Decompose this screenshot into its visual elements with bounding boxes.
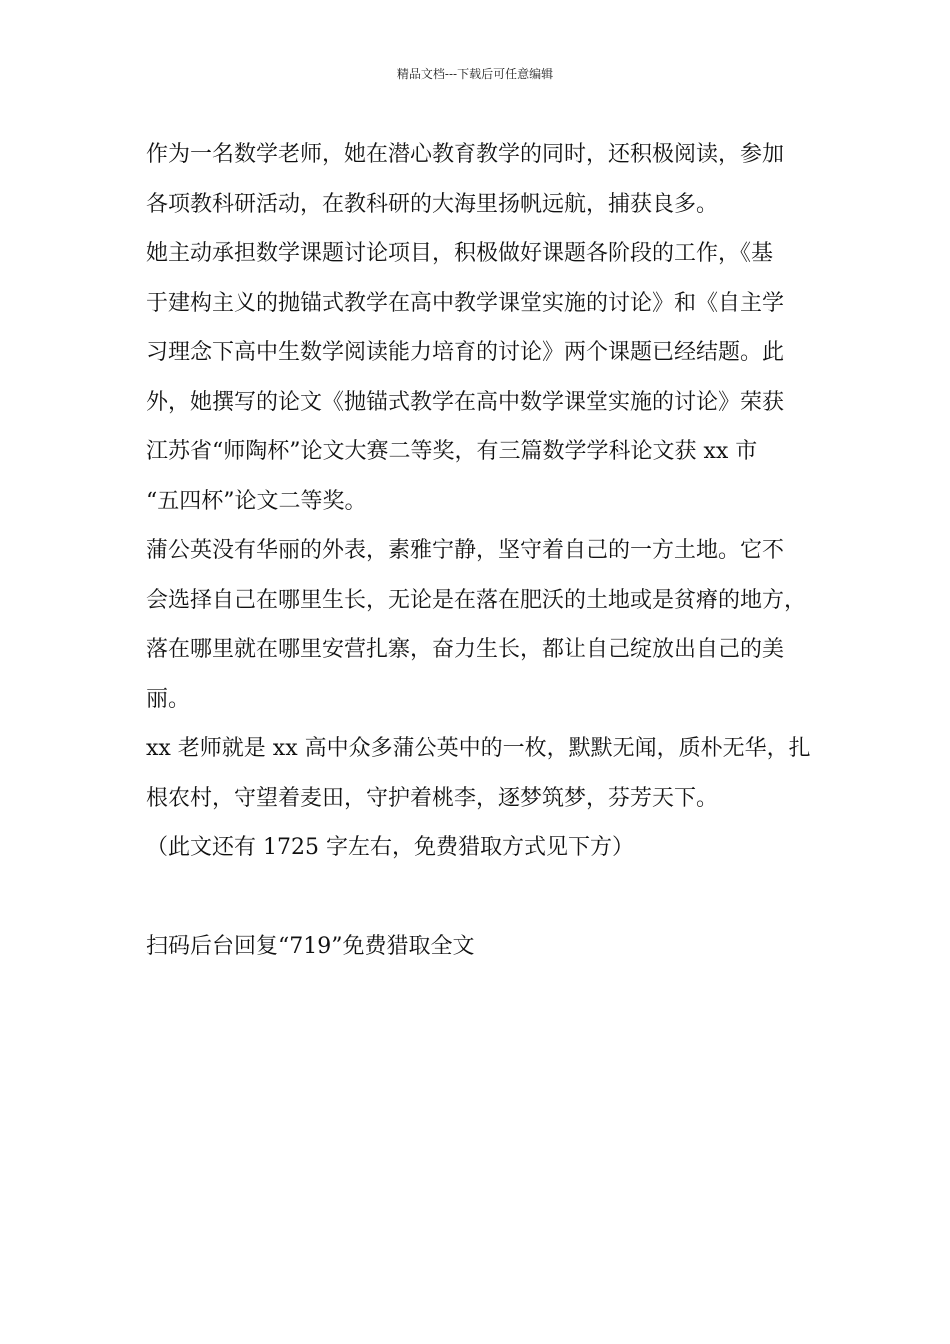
paragraph-line: xx 老师就是 xx 高中众多蒲公英中的一枚，默默无闻，质朴无华，扎 [146, 736, 811, 761]
paragraph-line: 根农村，守望着麦田，守护着桃李，逐梦筑梦，芬芳天下。 [146, 785, 719, 811]
paragraph-line: 作为一名数学老师，她在潜心教育教学的同时，还积极阅读，参加 [146, 142, 785, 167]
paragraph-line: 各项教科研活动，在教科研的大海里扬帆远航，捕获良多。 [146, 191, 719, 217]
spacer [146, 873, 810, 922]
paragraph-line: 落在哪里就在哪里安营扎寨，奋力生长，都让自己绽放出自己的美 [146, 637, 785, 662]
paragraph-line: 江苏省“师陶杯”论文大赛二等奖，有三篇数学学科论文获 xx 市 [146, 439, 758, 464]
page-header: 精品文档---下载后可任意编辑 [396, 67, 554, 81]
document-body [146, 130, 810, 971]
paragraph-line: “五四杯”论文二等奖。 [146, 488, 367, 514]
paragraph-teacher [146, 724, 810, 823]
paragraph-projects [146, 229, 810, 526]
footer-cta: 扫码后台回复“719”免费猎取全文 [146, 933, 475, 959]
paragraph-line: 会选择自己在哪里生长，无论是在落在肥沃的土地或是贫瘠的地方， [146, 587, 807, 613]
paragraph-line: 习理念下高中生数学阅读能力培育的讨论》两个课题已经结题。此 [146, 340, 785, 365]
paragraph-line: 丽。 [146, 686, 191, 712]
paragraph-line: 外，她撰写的论文《抛锚式教学在高中数学课堂实施的讨论》荣获 [146, 389, 785, 415]
remaining-text-note: （此文还有 1725 字左右，免费猎取方式见下方） [146, 835, 634, 860]
paragraph-line: 于建构主义的抛锚式教学在高中教学课堂实施的讨论》和《自主学 [146, 290, 785, 316]
paragraph-line: 蒲公英没有华丽的外表，素雅宁静，坚守着自己的一方土地。它不 [146, 538, 785, 563]
paragraph-research [146, 130, 810, 229]
paragraph-line: 她主动承担数学课题讨论项目，积极做好课题各阶段的工作，《基 [146, 241, 774, 266]
paragraph-dandelion [146, 526, 810, 724]
